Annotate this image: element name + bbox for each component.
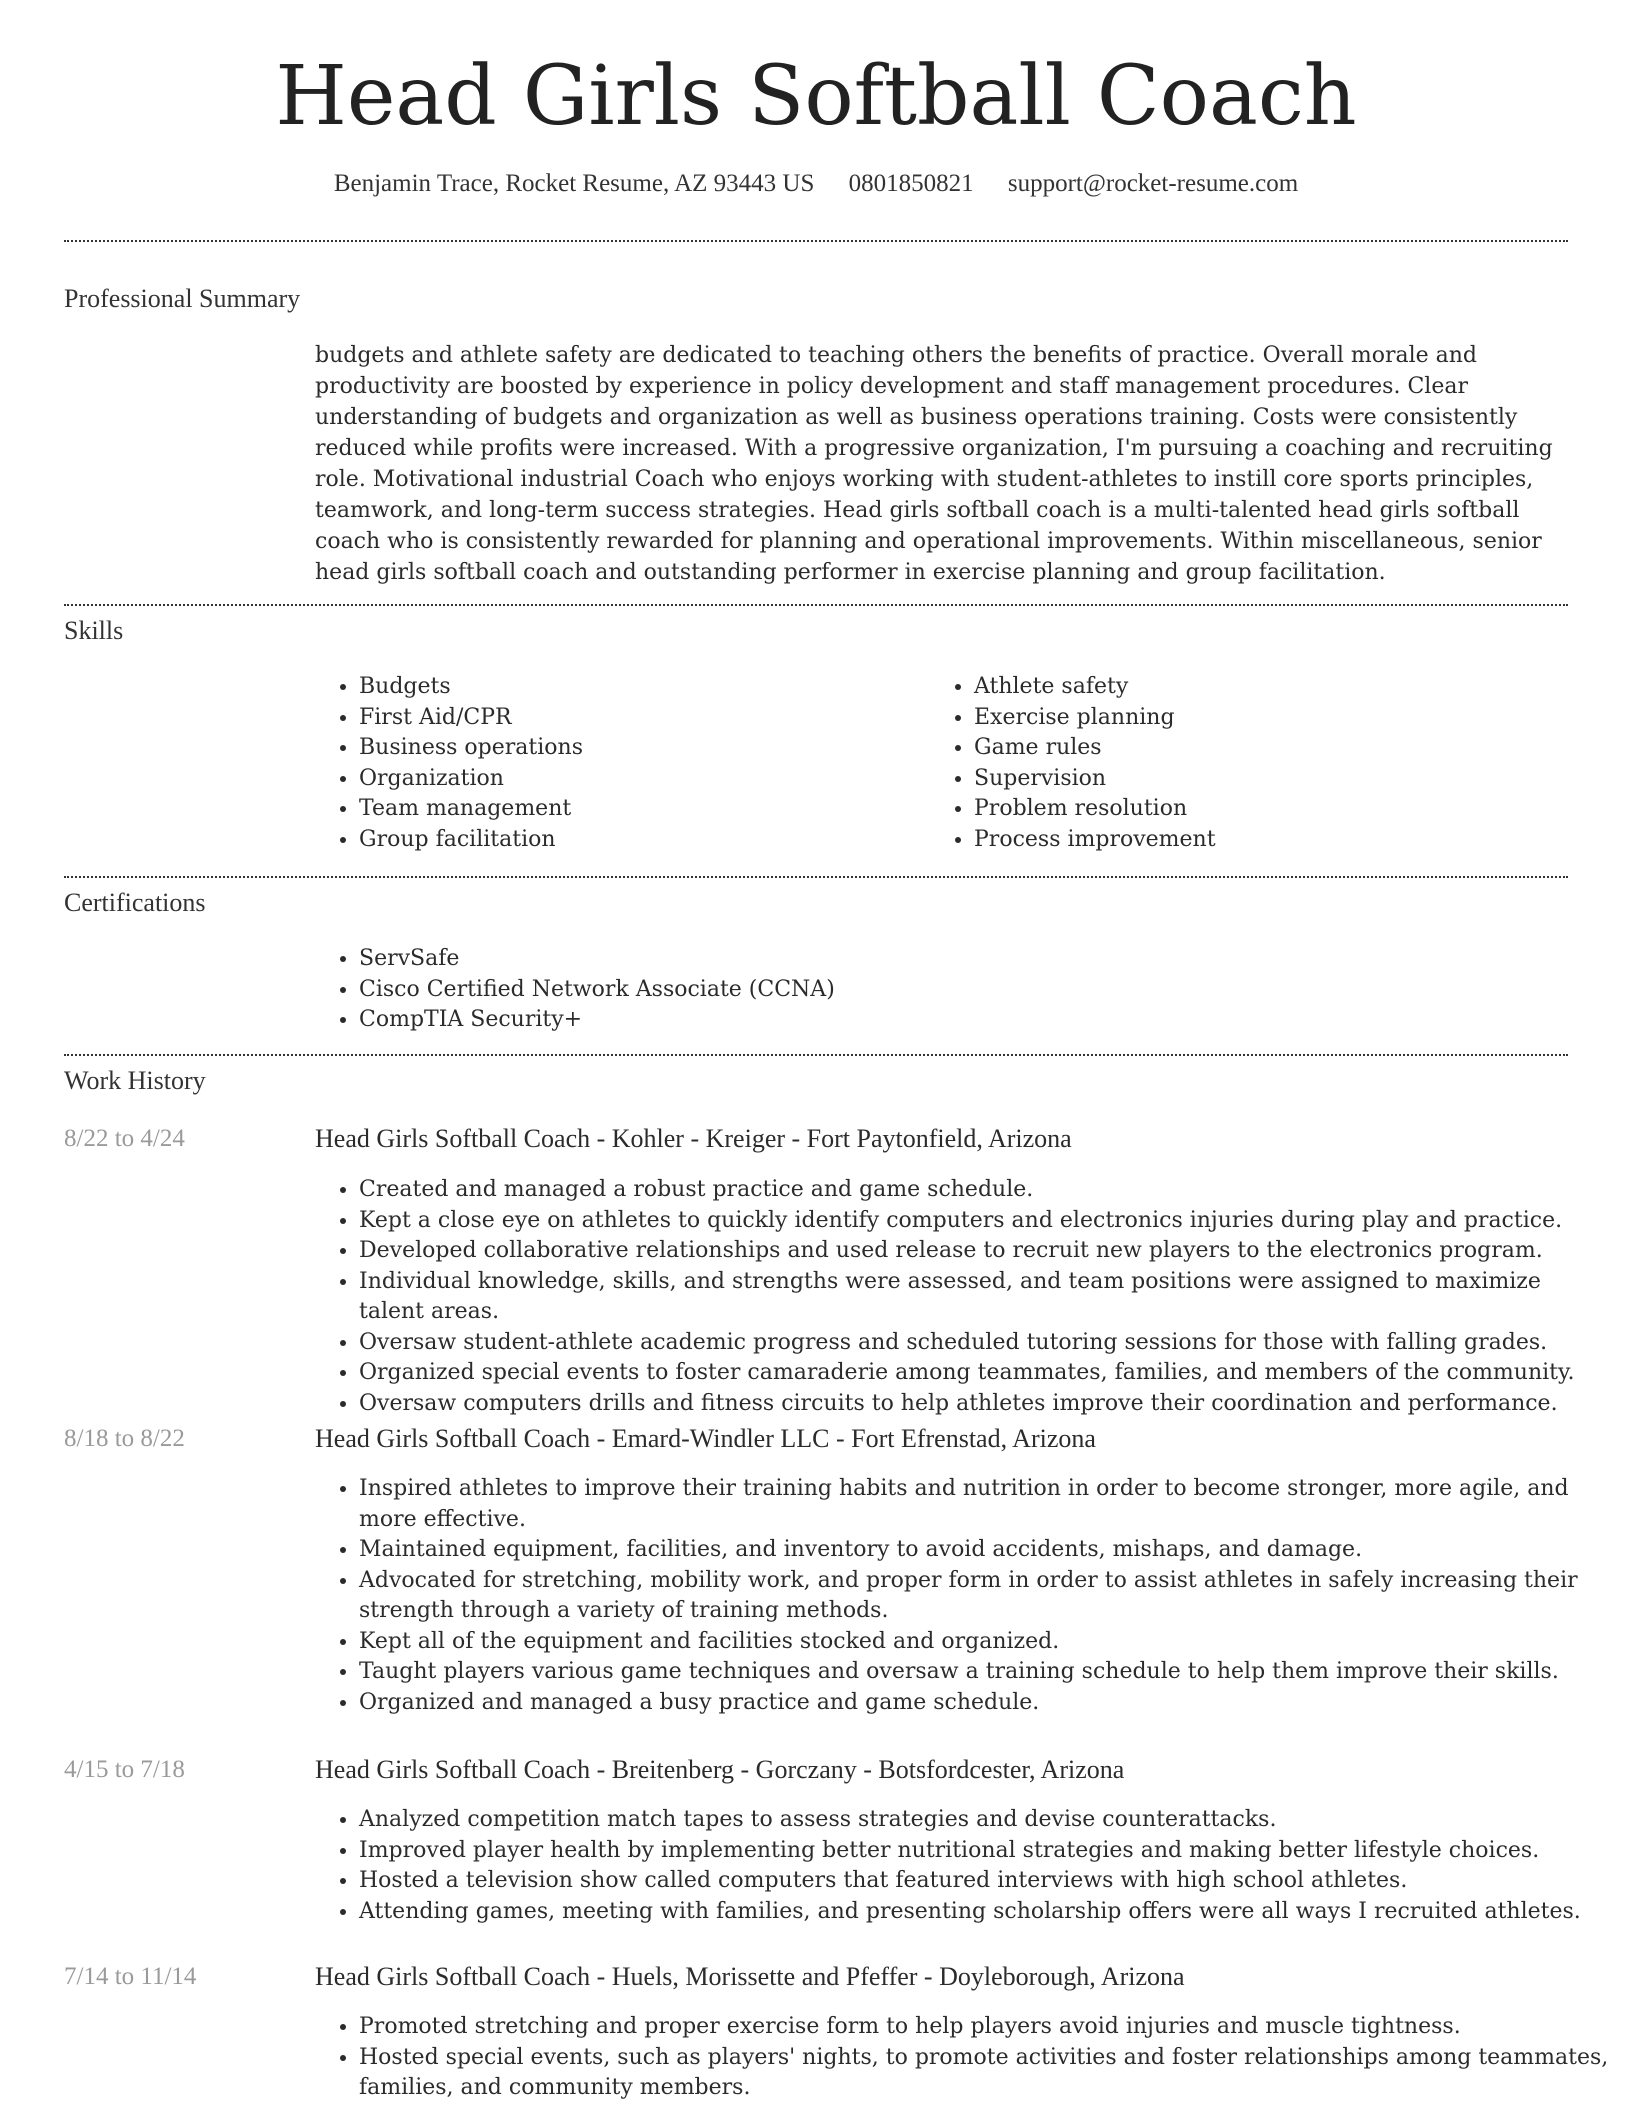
section-heading-summary: Professional Summary: [64, 284, 301, 313]
job-bullet: • Promoted stretching and proper exercise form to help players avoid injuries and muscle tightness.: [359, 2012, 1612, 2043]
job-bullets: [315, 1474, 1612, 1718]
contact-email: support@rocket-resume.com: [1007, 170, 1299, 197]
contact-phone: 0801850821: [848, 170, 974, 197]
job-bullet: • Improved player health by implementing better nutritional strategies and making better lifestyle choices.: [359, 1836, 1612, 1867]
skills-list-right: [930, 672, 1574, 855]
skill-item: • Problem resolution: [974, 794, 1574, 825]
certifications-list: [315, 944, 1609, 1036]
divider: [64, 1054, 1568, 1056]
skill-item: • Game rules: [974, 733, 1574, 764]
job-bullet: • Created and managed a robust practice and game schedule.: [359, 1175, 1612, 1206]
job-bullet: • Individual knowledge, skills, and strengths were assessed, and team positions were assigned to maximize talent areas.: [359, 1267, 1612, 1328]
job-bullet: • Oversaw student-athlete academic progress and scheduled tutoring sessions for those with falling grades.: [359, 1328, 1612, 1359]
job-dates: 4/15 to 7/18: [64, 1756, 185, 1783]
skills-list-left: [315, 672, 929, 855]
job-bullet: • Attending games, meeting with families, and presenting scholarship offers were all ways I recruited athletes.: [359, 1897, 1612, 1928]
skill-item: • Team management: [359, 794, 929, 825]
job-bullet: • Organized special events to foster camaraderie among teammates, families, and members of the community.: [359, 1358, 1612, 1389]
job-bullets: [315, 1175, 1612, 1419]
section-heading-certifications: Certifications: [64, 888, 206, 917]
job-bullet: • Advocated for stretching, mobility work, and proper form in order to assist athletes in safely increasing their strength through a variety of training methods.: [359, 1566, 1612, 1627]
skill-item: • Organization: [359, 764, 929, 795]
section-heading-skills: Skills: [64, 616, 124, 645]
job-bullet: • Kept a close eye on athletes to quickly identify computers and electronics injuries during play and practice.: [359, 1206, 1612, 1237]
job-bullet: • Hosted a television show called computers that featured interviews with high school athletes.: [359, 1866, 1612, 1897]
job-bullet: • Analyzed competition match tapes to assess strategies and devise counterattacks.: [359, 1805, 1612, 1836]
job-title: Head Girls Softball Coach - Breitenberg - Gorczany - Botsfordcester, Arizona: [315, 1755, 1125, 1784]
job-bullet: • Taught players various game techniques and oversaw a training schedule to help them improve their skills.: [359, 1657, 1612, 1688]
job-dates: 8/22 to 4/24: [64, 1125, 185, 1152]
job-bullet: • Inspired athletes to improve their training habits and nutrition in order to become stronger, more agile, and more effective.: [359, 1474, 1612, 1535]
contact-line: [0, 170, 1632, 198]
job-bullet: • Hosted special events, such as players' nights, to promote activities and foster relationships among teammates, families, and community members.: [359, 2043, 1612, 2104]
skill-item: • Athlete safety: [974, 672, 1574, 703]
resume-title: Head Girls Softball Coach: [275, 49, 1357, 144]
job-dates: 8/18 to 8/22: [64, 1425, 185, 1452]
job-bullet: • Oversaw computers drills and fitness circuits to help athletes improve their coordination and performance.: [359, 1389, 1612, 1420]
job-dates: 7/14 to 11/14: [64, 1963, 197, 1990]
skill-item: • First Aid/CPR: [359, 703, 929, 734]
certification-item: • ServSafe: [359, 944, 1609, 975]
job-bullet: • Organized and managed a busy practice and game schedule.: [359, 1688, 1612, 1719]
summary-text: budgets and athlete safety are dedicated to teaching others the benefits of practice. Overall morale and productivity are boosted by experience in policy development and staff management procedures. Clear understanding of budgets and organization as well as business operations training. Costs were consistently reduced while profits were increased. With a progressive organization, I'm pursuing a coaching and recruiting role. Motivational industrial Coach who enjoys working with student-athletes to instill core sports principles, teamwork, and long-term success strategies. Head girls softball coach is a multi-talented head girls softball coach who is consistently rewarded for planning and operational improvements. Within miscellaneous, senior head girls softball coach and outstanding performer in exercise planning and group facilitation.: [315, 343, 1553, 585]
skill-item: • Group facilitation: [359, 825, 929, 856]
skill-item: • Business operations: [359, 733, 929, 764]
certification-item: • CompTIA Security+: [359, 1005, 1609, 1036]
job-bullet: • Maintained equipment, facilities, and inventory to avoid accidents, mishaps, and damage.: [359, 1535, 1612, 1566]
skill-item: • Exercise planning: [974, 703, 1574, 734]
divider: [64, 876, 1568, 878]
section-heading-work-history: Work History: [64, 1066, 206, 1095]
skill-item: • Budgets: [359, 672, 929, 703]
divider: [64, 604, 1568, 606]
certification-item: • Cisco Certified Network Associate (CCNA): [359, 975, 1609, 1006]
skill-item: • Supervision: [974, 764, 1574, 795]
job-title: Head Girls Softball Coach - Emard-Windler LLC - Fort Efrenstad, Arizona: [315, 1424, 1096, 1453]
job-bullet: • Kept all of the equipment and facilities stocked and organized.: [359, 1627, 1612, 1658]
job-bullets: [315, 1805, 1612, 1927]
skill-item: • Process improvement: [974, 825, 1574, 856]
divider: [64, 240, 1568, 242]
job-title: Head Girls Softball Coach - Kohler - Kreiger - Fort Paytonfield, Arizona: [315, 1124, 1072, 1153]
job-bullet: • Developed collaborative relationships and used release to recruit new players to the electronics program.: [359, 1236, 1612, 1267]
job-bullets: [315, 2012, 1612, 2104]
contact-address: Benjamin Trace, Rocket Resume, AZ 93443 US: [333, 170, 815, 197]
job-title: Head Girls Softball Coach - Huels, Morissette and Pfeffer - Doyleborough, Arizona: [315, 1962, 1185, 1991]
